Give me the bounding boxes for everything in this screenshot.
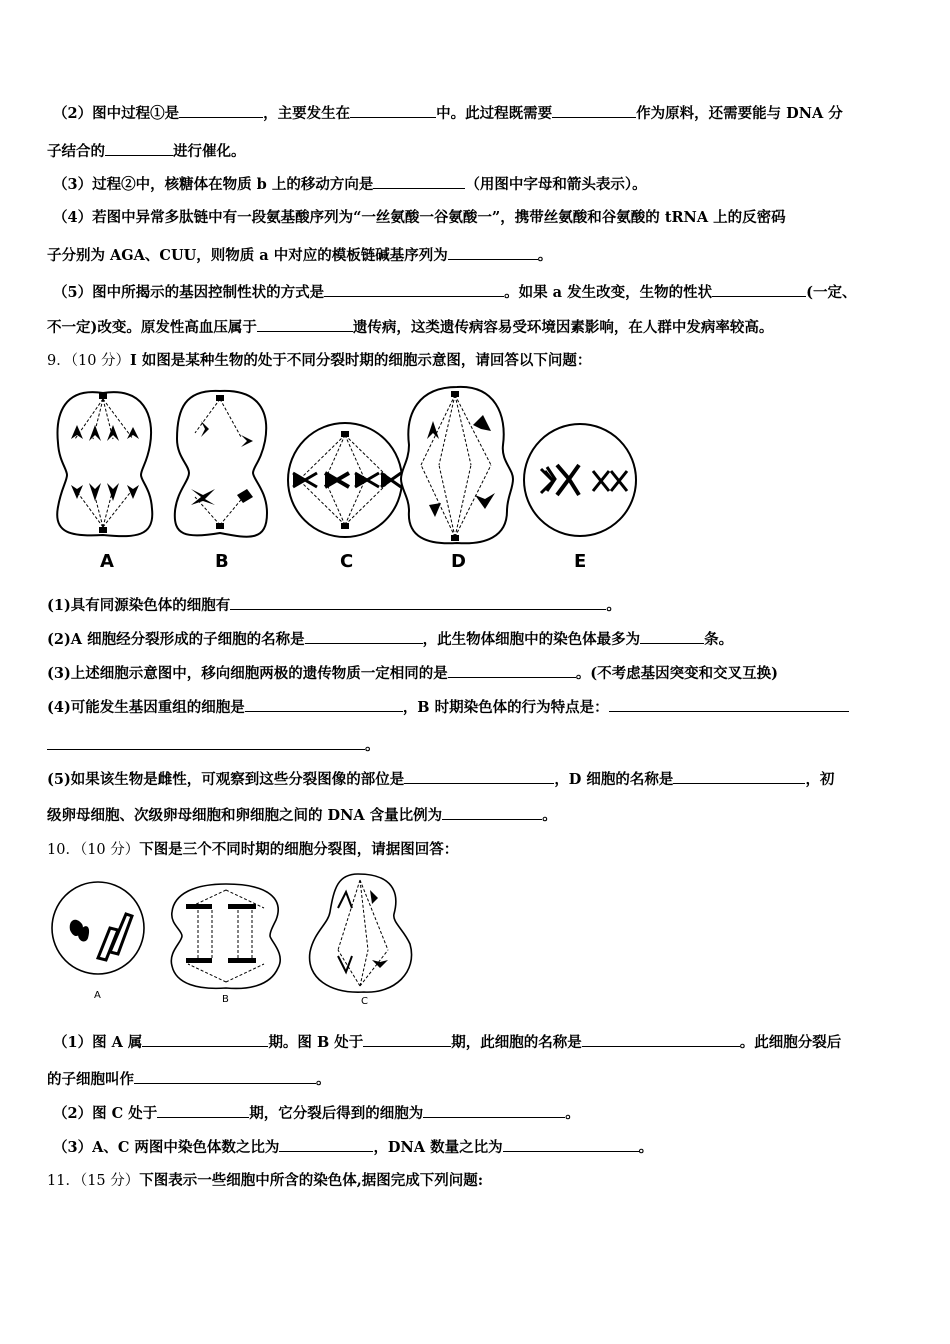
answer-blank[interactable] [442, 804, 542, 820]
answer-blank[interactable] [448, 662, 576, 678]
q9-sub4-line2: 。 [47, 734, 380, 756]
q10-intro: 10．（10 分）下图是三个不同时期的细胞分裂图，请据图回答： [47, 841, 459, 858]
cell-D [401, 387, 513, 543]
q9-sub3: (3)上述细胞示意图中，移向细胞两极的遗传物质一定相同的是 。(不考虑基因突变和交叉互换) [47, 662, 778, 684]
cell-E [524, 424, 636, 536]
q8-part4-line2: 子分别为 AGA、CUU，则物质 a 中对应的模板链碱基序列为 。 [47, 244, 552, 266]
answer-blank[interactable] [257, 316, 353, 332]
cell-A [57, 392, 152, 536]
answer-blank[interactable] [712, 281, 806, 297]
q10-sub2: （2）图 C 处于 期，它分裂后得到的细胞为 。 [53, 1102, 580, 1124]
answer-blank[interactable] [245, 696, 403, 712]
cell-C [310, 874, 412, 992]
figure-label-B: B [215, 551, 229, 572]
figure-label-A: A [94, 990, 101, 1001]
cell-A [52, 882, 144, 974]
answer-blank[interactable] [157, 1102, 249, 1118]
figure-label-E: E [574, 551, 587, 572]
figure-label-A: A [100, 551, 114, 572]
answer-blank[interactable] [423, 1102, 565, 1118]
q8-part5-line2: 不一定)改变。原发性高血压属于 遗传病，这类遗传病容易受环境因素影响，在人群中发病率较高。 [47, 316, 773, 338]
answer-blank[interactable] [350, 102, 436, 118]
figure-label-C: C [340, 551, 354, 572]
q8-part2-line1: （2）图中过程①是 ，主要发生在 中。此过程既需要 作为原料，还需要能与 DNA 分 [53, 102, 843, 124]
answer-blank[interactable] [47, 734, 365, 750]
answer-blank[interactable] [582, 1031, 740, 1047]
q9-sub4-line1: (4)可能发生基因重组的细胞是 ，B 时期染色体的行为特点是： [47, 696, 849, 718]
answer-blank[interactable] [279, 1136, 373, 1152]
figure-label-B: B [222, 994, 229, 1005]
q10-sub1-line2: 的子细胞叫作 。 [47, 1068, 331, 1090]
q9-sub2: (2)A 细胞经分裂形成的子细胞的名称是 ，此生物体细胞中的染色体最多为 条。 [47, 628, 733, 650]
cell-B [175, 391, 267, 537]
answer-blank[interactable] [142, 1031, 268, 1047]
answer-blank[interactable] [373, 173, 465, 189]
q9-intro: 9．（10 分）I 如图是某种生物的处于不同分裂时期的细胞示意图，请回答以下问题： [47, 352, 592, 369]
answer-blank[interactable] [448, 244, 538, 260]
q8-part2-line2: 子结合的 进行催化。 [47, 140, 246, 162]
cell-C [288, 423, 402, 537]
answer-blank[interactable] [134, 1068, 316, 1084]
q8-part5-line1: （5）图中所揭示的基因控制性状的方式是 。如果 a 发生改变，生物的性状 (一定、 [53, 281, 856, 303]
answer-blank[interactable] [230, 594, 606, 610]
cell-B [171, 884, 280, 988]
q9-sub1: (1)具有同源染色体的细胞有 。 [47, 594, 621, 616]
answer-blank[interactable] [305, 628, 423, 644]
q10-sub3: （3）A、C 两图中染色体数之比为 ，DNA 数量之比为 。 [53, 1136, 653, 1158]
q11-intro: 11．（15 分）下图表示一些细胞中所含的染色体,据图完成下列问题: [47, 1172, 484, 1189]
figure-label-C: C [361, 996, 368, 1007]
answer-blank[interactable] [640, 628, 704, 644]
answer-blank[interactable] [404, 768, 554, 784]
q8-part4-line1: （4）若图中异常多肽链中有一段氨基酸序列为“一丝氨酸一谷氨酸一”，携带丝氨酸和谷氨酸的 tRNA 上的反密码 [53, 209, 786, 226]
answer-blank[interactable] [324, 281, 504, 297]
answer-blank[interactable] [673, 768, 805, 784]
answer-blank[interactable] [503, 1136, 639, 1152]
q9-sub5-line1: (5)如果该生物是雌性，可观察到这些分裂图像的部位是 ，D 细胞的名称是 ，初 [47, 768, 834, 790]
q8-part3: （3）过程②中，核糖体在物质 b 上的移动方向是 （用图中字母和箭头表示）。 [53, 173, 647, 195]
answer-blank[interactable] [552, 102, 636, 118]
q10-sub1-line1: （1）图 A 属 期。图 B 处于 期，此细胞的名称是 。此细胞分裂后 [53, 1031, 841, 1053]
answer-blank[interactable] [179, 102, 263, 118]
answer-blank[interactable] [105, 140, 173, 156]
q9-sub5-line2: 级卵母细胞、次级卵母细胞和卵细胞之间的 DNA 含量比例为 。 [47, 804, 557, 826]
figure-label-D: D [451, 551, 466, 572]
q9-cell-division-figure [55, 385, 650, 575]
answer-blank[interactable] [363, 1031, 451, 1047]
q10-cell-division-figure [48, 868, 428, 1008]
answer-blank[interactable] [609, 696, 849, 712]
